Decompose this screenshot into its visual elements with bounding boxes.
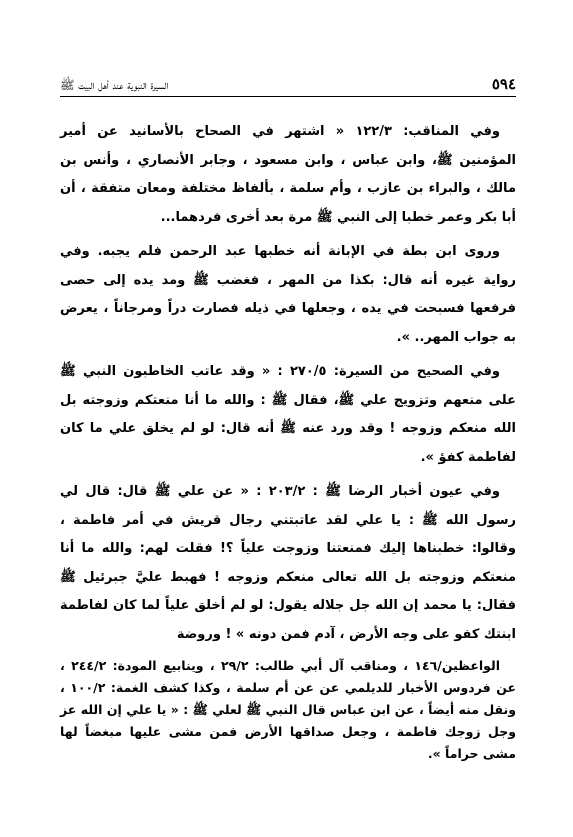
paragraph-ibn-batta: وروى ابن بطة في الإبانة أنه خطبها عبد الرحمن فلم يجبه. وفي رواية غيره أنه قال: بكذا من المهر ، فغضب ﷺ ومد يده إلى حصى فرفعها فسبحت في يده ، وجعلها في ذيله فصارت دراً ومرجاناً ، يعرض به جواب المهر.. ».	[60, 244, 516, 345]
paragraph-uyun-akhbar: وفي عيون أخبار الرضا ﷺ : ٢٠٣/٢ : « عن علي ﷺ قال: قال لي رسول الله ﷺ : يا علي لقد عاتبتني رجال قريش في أمر فاطمة ، وقالوا: خطبناها إليك فمنعتنا وزوجت علياً ؟! فقلت لهم: والله ما أنا منعتكم وزوجته بل الله تعالى منعكم وزوجه ! فهبط عليَّ جبرئيل ﷺ فقال: يا محمد إن الله جل جلاله يقول: لو لم أخلق علياً لما كان لفاطمة ابنتك كفو على وجه الأرض ، آدم فمن دونه » ! وروضة	[60, 484, 516, 642]
paragraph-manaqib: وفي المناقب: ١٢٢/٣ « اشتهر في الصحاح بالأسانيد عن أمير المؤمنين ﷺ، وابن عباس ، وابن مسعود ، وجابر الأنصاري ، وأنس بن مالك ، والبراء بن عازب ، وأم سلمة ، بألفاظ مختلفة ومعان متفقة ، أن أبا بكر وعمر خطبا إلى النبي ﷺ مرة بعد أخرى فردهما...	[60, 124, 516, 225]
paragraph-sahih-sira: وفي الصحيح من السيرة: ٢٧٠/٥ : « وقد عاتب الخاطبون النبي ﷺ على منعهم وتزويج علي ﷺ، فقال ﷺ : والله ما أنا منعتكم وزوجته بل الله منعكم وزوجه ! وقد ورد عنه ﷺ أنه قال: لو لم يخلق علي ما كان لفاطمة كفؤ ».	[60, 364, 516, 465]
page-body	[60, 118, 516, 765]
page-number: ٥٩٤	[491, 75, 516, 93]
page-header	[60, 74, 516, 97]
running-title: السيرة النبوية عند أهل البيت ﷺ	[60, 78, 169, 92]
paragraph-sources: الواعظين/١٤٦ ، ومناقب آل أبي طالب: ٢٩/٢ ، وينابيع المودة: ٢٤٤/٢ ، عن فردوس الأخبار للديلمي عن عن أم سلمة ، وكذا كشف الغمة: ١٠٠/٢ ، ونقل منه أيضاً ، عن ابن عباس قال النبي ﷺ لعلي ﷺ : « يا علي إن الله عز وجل زوجك فاطمة ، وجعل صداقها الأرض فمن مشى عليها مبغضاً لها مشى حراماً ».	[60, 658, 517, 761]
